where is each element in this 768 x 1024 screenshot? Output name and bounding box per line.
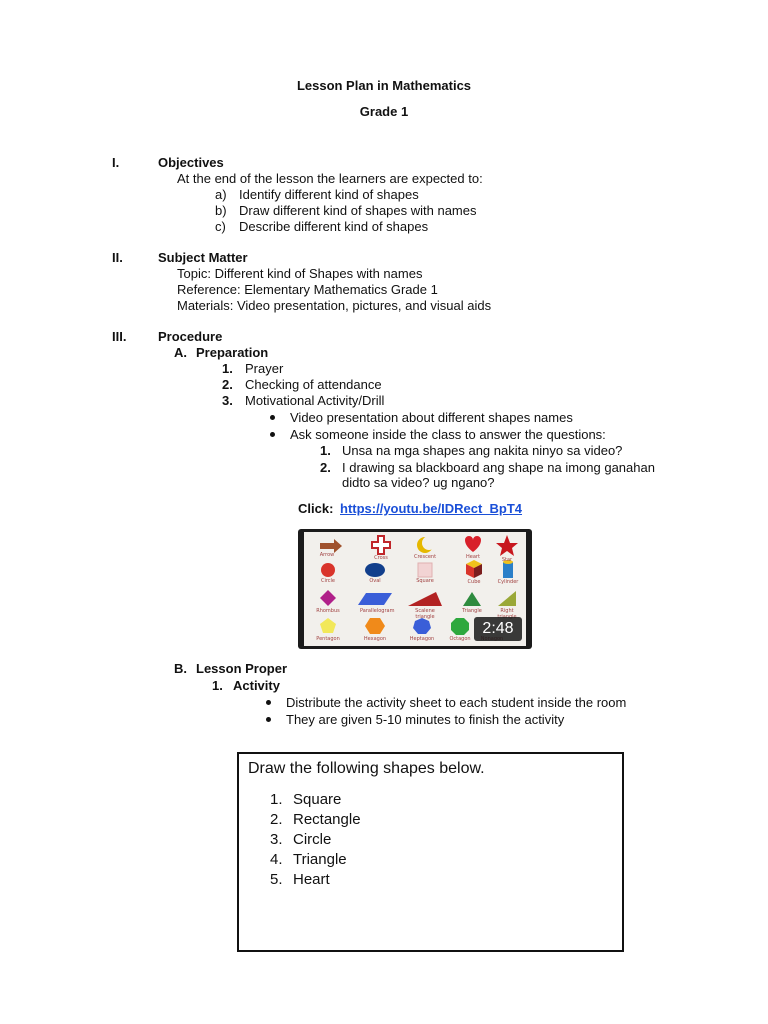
activity-bullet-distribute: Distribute the activity sheet to each student inside the room bbox=[286, 695, 627, 710]
activity-bullet-time: They are given 5-10 minutes to finish the activity bbox=[286, 712, 565, 727]
objective-item-a: Identify different kind of shapes bbox=[239, 187, 419, 202]
activity-sheet-box bbox=[237, 752, 624, 952]
bullet-icon bbox=[266, 700, 271, 705]
bullet-icon bbox=[270, 432, 275, 437]
heptagon-shape bbox=[413, 618, 431, 634]
lesson-proper-heading: Lesson Proper bbox=[196, 661, 288, 676]
activity-heading: Activity bbox=[233, 678, 280, 693]
shape-label: Parallelogram bbox=[360, 608, 395, 614]
activity-item-circle: Circle bbox=[293, 831, 332, 848]
shape-label: Cube bbox=[467, 579, 481, 585]
shape-label: Hexagon bbox=[363, 636, 387, 642]
shape-label: Arrow bbox=[319, 552, 335, 558]
procedure-heading: Procedure bbox=[158, 329, 223, 344]
activity-item-marker: 5. bbox=[270, 871, 283, 888]
video-link[interactable]: https://youtu.be/IDRect_BpT4 bbox=[340, 501, 523, 516]
shape-label: Cross bbox=[374, 555, 388, 561]
prep-step-marker-2: 2. bbox=[222, 377, 233, 392]
prep-step-attendance: Checking of attendance bbox=[245, 377, 382, 392]
question-marker-1: 1. bbox=[320, 443, 331, 458]
activity-item-marker: 4. bbox=[270, 851, 283, 868]
subject-reference: Reference: Elementary Mathematics Grade 1 bbox=[177, 282, 438, 297]
shape-label: Triangle bbox=[462, 608, 482, 614]
activity-item-marker: 2. bbox=[270, 811, 283, 828]
question-2-line-2: didto sa video? ug ngano? bbox=[342, 475, 495, 490]
question-marker-2: 2. bbox=[320, 460, 331, 475]
objective-item-b: Draw different kind of shapes with names bbox=[239, 203, 477, 218]
activity-item-marker: 3. bbox=[270, 831, 283, 848]
subject-matter-numeral: II. bbox=[112, 250, 123, 265]
activity-item-heart: Heart bbox=[293, 871, 330, 888]
right-triangle-shape bbox=[498, 591, 516, 606]
bullet-icon bbox=[270, 415, 275, 420]
objectives-intro: At the end of the lesson the learners are expected to: bbox=[177, 171, 483, 186]
shape-label: Cylinder bbox=[497, 579, 519, 585]
octagon-shape bbox=[451, 618, 469, 635]
shape-label: Circle bbox=[320, 578, 336, 584]
preparation-marker: A. bbox=[174, 345, 187, 360]
star-shape bbox=[496, 535, 518, 556]
shape-label: Rhombus bbox=[316, 608, 340, 614]
circle-shape bbox=[321, 563, 335, 577]
prep-step-marker-3: 3. bbox=[222, 393, 233, 408]
video-duration-badge: 2:48 bbox=[474, 617, 522, 641]
objectives-heading: Objectives bbox=[158, 155, 224, 170]
objective-item-c: Describe different kind of shapes bbox=[239, 219, 429, 234]
triangle-shape bbox=[463, 592, 481, 606]
objective-marker-a: a) bbox=[215, 187, 227, 202]
question-2-line-1: I drawing sa blackboard ang shape na imong ganahan bbox=[342, 460, 655, 475]
shape-label: Heart bbox=[466, 554, 480, 560]
crescent-shape bbox=[417, 536, 436, 553]
cube-shape bbox=[466, 560, 482, 578]
activity-item-rectangle: Rectangle bbox=[293, 811, 361, 828]
shape-label: Crescent bbox=[413, 554, 437, 560]
prep-step-motivational: Motivational Activity/Drill bbox=[245, 393, 385, 408]
activity-box-heading: Draw the following shapes below. bbox=[248, 760, 485, 777]
activity-marker: 1. bbox=[212, 678, 223, 693]
preparation-heading: Preparation bbox=[196, 345, 269, 360]
oval-shape bbox=[365, 563, 385, 577]
subject-topic: Topic: Different kind of Shapes with names bbox=[177, 266, 423, 281]
shape-label: Scalene triangle bbox=[415, 608, 435, 620]
shape-label: Octagon bbox=[449, 636, 471, 642]
procedure-numeral: III. bbox=[112, 329, 127, 344]
shape-label: Heptagon bbox=[409, 636, 435, 642]
shape-label: Oval bbox=[369, 578, 381, 584]
shape-label: Right bbox=[500, 608, 514, 614]
activity-item-triangle: Triangle bbox=[293, 851, 347, 868]
activity-item-marker: 1. bbox=[270, 791, 283, 808]
hexagon-shape bbox=[365, 618, 385, 634]
document-title: Lesson Plan in Mathematics bbox=[296, 78, 472, 93]
subject-matter-heading: Subject Matter bbox=[158, 250, 248, 265]
question-1: Unsa na mga shapes ang nakita ninyo sa video? bbox=[342, 443, 623, 458]
square-shape bbox=[418, 563, 432, 577]
prep-step-prayer: Prayer bbox=[245, 361, 284, 376]
bullet-icon bbox=[266, 717, 271, 722]
cross-shape bbox=[372, 536, 390, 554]
prep-step-marker-1: 1. bbox=[222, 361, 233, 376]
lesson-proper-marker: B. bbox=[174, 661, 187, 676]
shape-label: Square bbox=[416, 578, 434, 584]
pentagon-shape bbox=[320, 618, 336, 633]
rhombus-shape bbox=[320, 590, 336, 606]
scalene-triangle-shape bbox=[408, 592, 442, 606]
objective-marker-c: c) bbox=[215, 219, 226, 234]
prep-bullet-video: Video presentation about different shapes names bbox=[290, 410, 573, 425]
subject-materials: Materials: Video presentation, pictures, and visual aids bbox=[177, 298, 492, 313]
video-thumbnail[interactable] bbox=[298, 529, 532, 649]
arrow-shape bbox=[320, 539, 342, 553]
activity-item-square: Square bbox=[293, 791, 342, 808]
shape-label: Star bbox=[501, 557, 513, 563]
parallelogram-shape bbox=[358, 593, 392, 605]
click-label: Click: bbox=[298, 501, 334, 516]
heart-shape bbox=[465, 536, 481, 552]
objective-marker-b: b) bbox=[215, 203, 227, 218]
shape-label: Pentagon bbox=[316, 636, 340, 642]
grade-title: Grade 1 bbox=[359, 104, 409, 119]
objectives-numeral: I. bbox=[112, 155, 120, 170]
prep-bullet-ask: Ask someone inside the class to answer the questions: bbox=[290, 427, 606, 442]
